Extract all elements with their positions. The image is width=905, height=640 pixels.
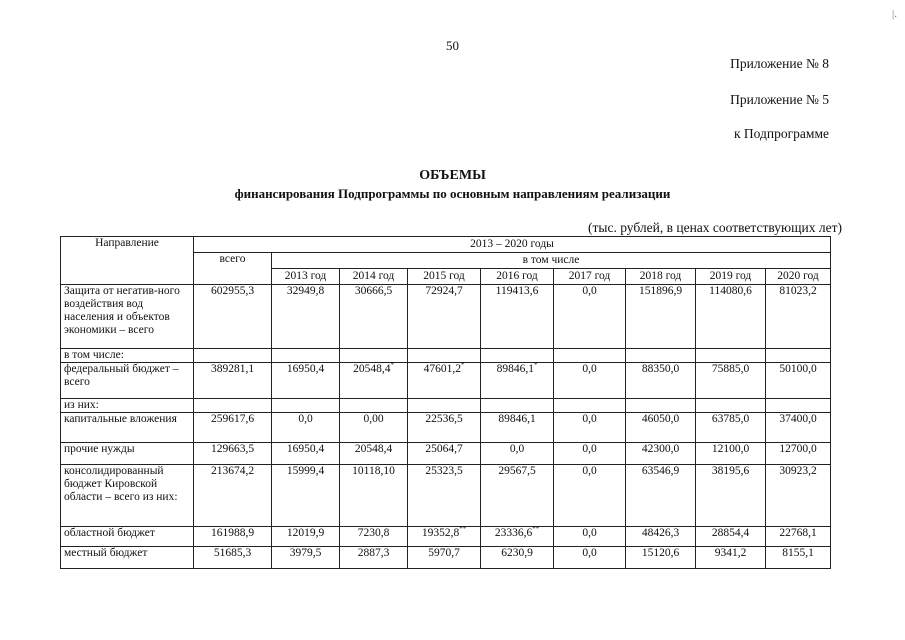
table-row — [61, 285, 831, 349]
cell-value: 12019,9 — [286, 527, 325, 539]
cell-value: 29567,5 — [498, 465, 536, 477]
table-row — [61, 413, 831, 443]
table-cell — [272, 363, 340, 399]
cell-value: 12100,0 — [711, 443, 750, 455]
table-cell — [408, 363, 481, 399]
table-cell — [194, 413, 272, 443]
cell-value: 30666,5 — [354, 285, 393, 297]
table-cell — [408, 399, 481, 413]
cell-value: 16950,4 — [286, 363, 325, 375]
cell-value: 161988,9 — [210, 527, 255, 539]
header-year: 2016 год — [481, 269, 554, 285]
cell-value: 46050,0 — [641, 413, 680, 425]
row-label: из них: — [61, 399, 194, 413]
table-cell — [340, 399, 408, 413]
cell-value: 88350,0 — [641, 363, 680, 375]
table-cell — [626, 285, 696, 349]
table-cell — [340, 285, 408, 349]
cell-value: 151896,9 — [638, 285, 683, 297]
table-cell — [272, 349, 340, 363]
table-cell — [626, 363, 696, 399]
header-year: 2017 год — [554, 269, 626, 285]
cell-value: 3979,5 — [289, 547, 322, 559]
table-row — [61, 465, 831, 527]
table-cell — [272, 413, 340, 443]
table-cell — [696, 527, 766, 547]
table-cell — [481, 399, 554, 413]
footnote-mark: * — [390, 361, 394, 370]
table-cell — [696, 547, 766, 569]
table-cell — [554, 285, 626, 349]
cell-value: 10118,10 — [352, 465, 395, 477]
table-cell — [481, 547, 554, 569]
cell-value: 8155,1 — [782, 547, 814, 559]
row-label: местный бюджет — [61, 547, 194, 569]
header-year: 2015 год — [408, 269, 481, 285]
table-cell — [408, 285, 481, 349]
table-cell — [194, 349, 272, 363]
cell-value: 25323,5 — [425, 465, 463, 477]
table-cell — [340, 527, 408, 547]
cell-value: 20548,4 — [353, 363, 391, 375]
cell-value: 7230,8 — [357, 527, 390, 539]
cell-value: 15120,6 — [641, 547, 680, 559]
table-cell — [626, 527, 696, 547]
table-cell — [626, 547, 696, 569]
table-cell — [340, 465, 408, 527]
page-number: 50 — [446, 38, 459, 53]
table-cell — [766, 363, 831, 399]
table-cell — [408, 465, 481, 527]
table-cell — [766, 527, 831, 547]
table-cell — [766, 349, 831, 363]
table-cell — [766, 399, 831, 413]
table-cell — [272, 465, 340, 527]
table-cell — [626, 399, 696, 413]
footnote-mark: ** — [532, 525, 540, 534]
cell-value: 0,00 — [363, 413, 384, 425]
cell-value: 0,0 — [298, 413, 313, 425]
cell-value: 0,0 — [582, 527, 597, 539]
table-cell — [340, 547, 408, 569]
table-cell — [408, 547, 481, 569]
cell-value: 0,0 — [582, 413, 597, 425]
appendix-line-1: Приложение № 8 — [730, 56, 829, 71]
row-label: федеральный бюджет – всего — [61, 363, 194, 399]
table-cell — [766, 285, 831, 349]
cell-value: 48426,3 — [641, 527, 680, 539]
document-title: ОБЪЕМЫ — [419, 168, 486, 183]
cell-value: 22536,5 — [425, 413, 463, 425]
table-cell — [481, 413, 554, 443]
row-label: областной бюджет — [61, 527, 194, 547]
cell-value: 0,0 — [509, 443, 525, 455]
cell-value: 89846,1 — [496, 363, 534, 375]
table-cell — [194, 547, 272, 569]
appendix-line-2: Приложение № 5 — [730, 92, 829, 107]
cell-value: 75885,0 — [711, 363, 750, 375]
cell-value: 602955,3 — [210, 285, 255, 297]
table-cell — [554, 527, 626, 547]
row-label: консолидированный бюджет Кировской области – всего из них: — [61, 465, 194, 527]
cell-value: 28854,4 — [711, 527, 750, 539]
table-cell — [696, 399, 766, 413]
units-note: (тыс. рублей, в ценах соответствующих лет) — [588, 220, 842, 235]
header-direction: Направление — [61, 237, 194, 285]
header-year: 2019 год — [696, 269, 766, 285]
table-cell — [766, 547, 831, 569]
cell-value: 213674,2 — [210, 465, 255, 477]
cell-value: 129663,5 — [210, 443, 255, 455]
table-cell — [481, 349, 554, 363]
table-cell — [554, 547, 626, 569]
corner-mark: |. — [892, 8, 897, 20]
cell-value: 389281,1 — [210, 363, 255, 375]
table-cell — [696, 349, 766, 363]
row-label: в том числе: — [61, 349, 194, 363]
header-including: в том числе — [272, 253, 831, 269]
cell-value: 63546,9 — [641, 465, 680, 477]
table-cell — [194, 443, 272, 465]
cell-value: 2887,3 — [357, 547, 390, 559]
table-cell — [626, 465, 696, 527]
cell-value: 42300,0 — [641, 443, 680, 455]
table-row — [61, 399, 831, 413]
table-cell — [696, 465, 766, 527]
cell-value: 89846,1 — [498, 413, 536, 425]
table-cell — [696, 363, 766, 399]
table-row — [61, 547, 831, 569]
cell-value: 0,0 — [582, 443, 597, 455]
table-cell — [272, 527, 340, 547]
cell-value: 16950,4 — [286, 443, 325, 455]
cell-value: 9341,2 — [714, 547, 747, 559]
cell-value: 23336,6 — [494, 527, 533, 539]
row-label: прочие нужды — [61, 443, 194, 465]
table-cell — [408, 527, 481, 547]
cell-value: 12700,0 — [779, 443, 817, 455]
appendix-line-3: к Подпрограмме — [734, 126, 829, 141]
table-cell — [408, 443, 481, 465]
table-cell — [481, 465, 554, 527]
cell-value: 5970,7 — [428, 547, 460, 559]
table-cell — [408, 349, 481, 363]
cell-value: 114080,6 — [709, 285, 752, 297]
table-cell — [554, 363, 626, 399]
table-row — [61, 527, 831, 547]
footnote-mark: ** — [459, 525, 467, 534]
table-cell — [340, 349, 408, 363]
cell-value: 15999,4 — [286, 465, 325, 477]
cell-value: 47601,2 — [423, 363, 461, 375]
table-cell — [340, 443, 408, 465]
table-cell — [481, 527, 554, 547]
header-period: 2013 – 2020 годы — [194, 237, 831, 253]
table-cell — [766, 465, 831, 527]
table-cell — [554, 443, 626, 465]
table-cell — [554, 349, 626, 363]
table-cell — [194, 527, 272, 547]
row-label: капитальные вложения — [61, 413, 194, 443]
table-cell — [766, 443, 831, 465]
table-cell — [481, 363, 554, 399]
cell-value: 0,0 — [582, 465, 597, 477]
cell-value: 22768,1 — [779, 527, 817, 539]
cell-value: 37400,0 — [779, 413, 817, 425]
cell-value: 6230,9 — [501, 547, 533, 559]
table-cell — [554, 413, 626, 443]
table-row — [61, 443, 831, 465]
cell-value: 30923,2 — [779, 465, 817, 477]
header-total: всего — [194, 253, 272, 285]
table-row — [61, 363, 831, 399]
document-subtitle: финансирования Подпрограммы по основным направлениям реализации — [234, 186, 671, 201]
row-label: Защита от негатив-ного воздействия вод населения и объектов экономики – всего — [61, 285, 194, 349]
cell-value: 20548,4 — [354, 443, 393, 455]
table-cell — [340, 363, 408, 399]
cell-value: 19352,8 — [421, 527, 460, 539]
table-cell — [481, 443, 554, 465]
cell-value: 63785,0 — [711, 413, 750, 425]
table-cell — [340, 413, 408, 443]
header-year: 2013 год — [272, 269, 340, 285]
table-cell — [408, 413, 481, 443]
table-cell — [626, 443, 696, 465]
table-cell — [194, 285, 272, 349]
table-cell — [554, 465, 626, 527]
table-row — [61, 349, 831, 363]
cell-value: 259617,6 — [210, 413, 255, 425]
cell-value: 0,0 — [582, 547, 597, 559]
table-cell — [194, 363, 272, 399]
cell-value: 50100,0 — [779, 363, 817, 375]
table-cell — [696, 413, 766, 443]
table-cell — [272, 547, 340, 569]
cell-value: 51685,3 — [213, 547, 252, 559]
header-year: 2018 год — [626, 269, 696, 285]
table-cell — [272, 285, 340, 349]
footnote-mark: * — [460, 361, 465, 370]
cell-value: 38195,6 — [711, 465, 750, 477]
table-cell — [194, 465, 272, 527]
table-cell — [626, 413, 696, 443]
cell-value: 81023,2 — [779, 285, 817, 297]
header-year: 2020 год — [766, 269, 831, 285]
cell-value: 119413,6 — [495, 285, 539, 297]
table-cell — [766, 413, 831, 443]
financing-table — [60, 236, 831, 569]
table-cell — [554, 399, 626, 413]
cell-value: 72924,7 — [425, 285, 463, 297]
table-cell — [481, 285, 554, 349]
table-cell — [272, 399, 340, 413]
cell-value: 32949,8 — [286, 285, 325, 297]
footnote-mark: * — [533, 361, 538, 370]
cell-value: 25064,7 — [425, 443, 463, 455]
table-cell — [696, 285, 766, 349]
header-year: 2014 год — [340, 269, 408, 285]
cell-value: 0,0 — [582, 363, 597, 375]
table-cell — [272, 443, 340, 465]
cell-value: 0,0 — [582, 285, 597, 297]
table-cell — [696, 443, 766, 465]
table-cell — [626, 349, 696, 363]
table-cell — [194, 399, 272, 413]
